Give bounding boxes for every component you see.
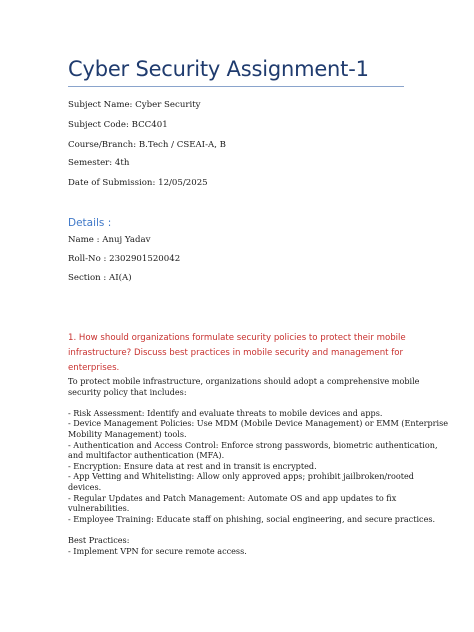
answer-blank-line (68, 524, 413, 535)
answer-line: - App Vetting and Whitelisting: Allow only approved apps; prohibit jailbroken/rooted (68, 471, 414, 482)
semester: Semester: 4th (68, 158, 130, 168)
answer-line: Best Practices: (68, 534, 130, 545)
answer-line: and multifactor authentication (MFA). (68, 450, 225, 461)
roll-number: Roll-No : 2302901520042 (68, 254, 181, 264)
answer-line: Mobility Management) tools. (68, 428, 187, 439)
answer-line: - Risk Assessment: Identify and evaluate threats to mobile devices and apps. (68, 407, 383, 418)
answer-line: security policy that includes: (68, 386, 187, 397)
answer-line: devices. (68, 481, 102, 492)
answer-line: - Device Management Policies: Use MDM (Mobile Device Management) or EMM (Enterprise (68, 418, 449, 429)
course-branch: Course/Branch: B.Tech / CSEAI-A, B (68, 140, 226, 150)
answer-line: - Authentication and Access Control: Enforce strong passwords, biometric authentication, (68, 439, 438, 450)
title-underline (68, 86, 404, 87)
answer-line: - Implement VPN for secure remote access. (68, 545, 247, 556)
answer-line: - Encryption: Ensure data at rest and in transit is encrypted. (68, 460, 317, 471)
section: Section : AI(A) (68, 273, 132, 283)
details-heading: Details : (68, 217, 112, 229)
document-title: Cyber Security Assignment-1 (68, 57, 369, 81)
date-of-submission: Date of Submission: 12/05/2025 (68, 178, 208, 188)
answer-blank-line (68, 397, 413, 408)
subject-code: Subject Code: BCC401 (68, 120, 168, 130)
answer-line: To protect mobile infrastructure, organizations should adopt a comprehensive mobile (68, 376, 420, 386)
answer-body (68, 376, 449, 556)
answer-line: - Employee Training: Educate staff on phishing, social engineering, and secure practices. (68, 513, 436, 524)
answer-line: vulnerabilities. (68, 503, 130, 514)
student-name: Name : Anuj Yadav (68, 235, 151, 245)
answer-line: - Regular Updates and Patch Management: Automate OS and app updates to fix (68, 492, 397, 503)
subject-name: Subject Name: Cyber Security (68, 100, 201, 110)
question-heading: 1. How should organizations formulate security policies to protect their mobile infrastructure? Discuss best practices in mobile security and management for enterprises. (68, 333, 406, 373)
